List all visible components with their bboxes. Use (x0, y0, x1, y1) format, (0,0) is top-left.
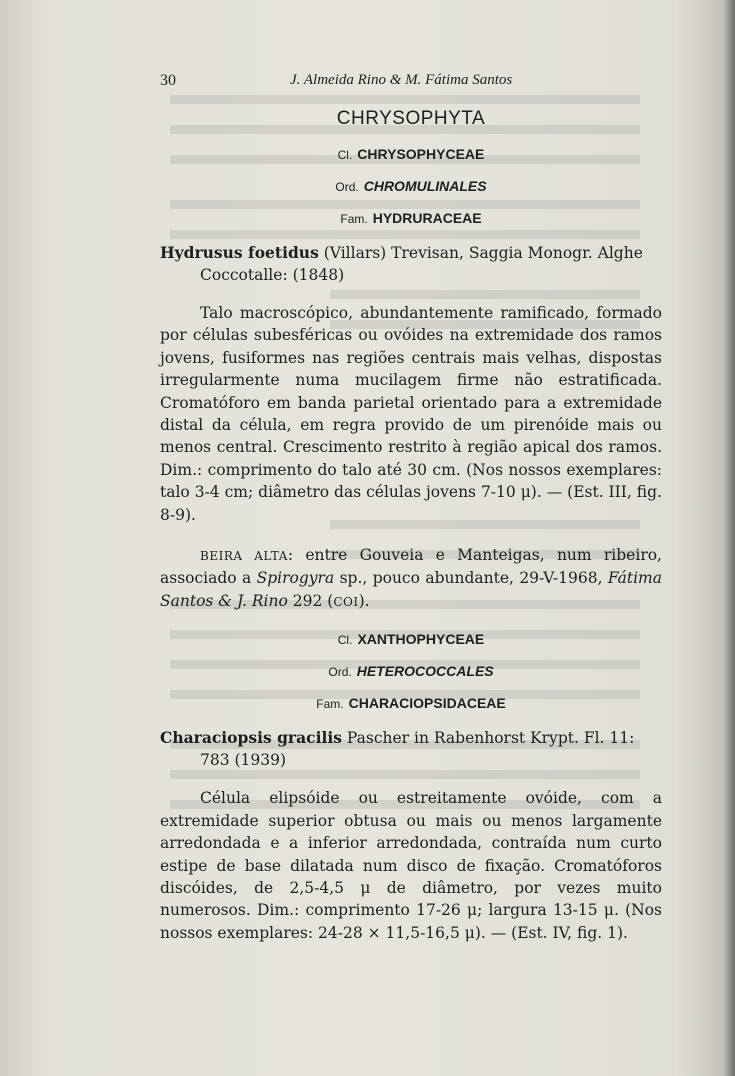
order-heading (160, 178, 662, 196)
class-name: XANTHOPHYCEAE (357, 631, 485, 648)
page-number: 30 (160, 72, 176, 89)
page-edge-shadow (723, 0, 735, 1076)
taxon-description: Talo macroscópico, abundantemente ramificado, formado por células subesféricas ou ovóides na extremidade dos ramos jovens, fusiformes nas regiões centrais mais velhas, dispostas irregularmente numa mucilagem firme não estratificada. Cromatóforo em banda parietal orientado para a extremidade distal da célula, em regra provido de um pirenóide mais ou menos central. Crescimento restrito à região apical dos ramos. Dim.: comprimento do talo até 30 cm. (Nos nossos exemplares: talo 3-4 cm; diâmetro das células jovens 7-10 μ). — (Est. III, fig. 8-9). (160, 304, 662, 524)
division-heading: CHRYSOPHYTA (336, 108, 486, 129)
family-name: CHARACIOPSIDACEAE (348, 695, 506, 712)
class-name: CHRYSOPHYCEAE (357, 146, 485, 162)
locality-collectors: Fátima Santos & J. Rino (160, 569, 662, 610)
locality-record (160, 544, 662, 613)
order-name: HETEROCOCCALES (356, 663, 494, 680)
locality-number: 292 ( (287, 591, 334, 610)
order-abbr: Ord. (335, 180, 359, 194)
taxon-entry (160, 242, 662, 286)
locality-herbarium: COI (333, 594, 359, 609)
locality-region: BEIRA ALTA (200, 549, 288, 564)
taxon-name: Characiopsis gracilis (160, 728, 342, 748)
page-content (160, 108, 662, 962)
taxon-citation: 783 (1939) (200, 751, 287, 770)
family-heading (160, 695, 662, 713)
locality-text: : entre Gouveia e Manteigas, num ribeiro, associado a (160, 546, 662, 588)
class-abbr: Cl. (337, 148, 353, 162)
taxon-author: (Villars) Trevisan, Saggia Monogr. Alghe (323, 244, 643, 262)
family-heading (160, 210, 662, 228)
locality-genus: Spirogyra (256, 569, 335, 588)
order-name: CHROMULINALES (363, 178, 487, 194)
order-abbr: Ord. (328, 665, 352, 680)
taxon-description: Célula elipsóide ou estreitamente ovóide, com a extremidade superior obtusa ou mais ou menos largamente arredondada e a inferior arredondada, contraída num curto estipe de base dilatada num disco de fixação. Cromatóforos discóides, de 2,5-4,5 μ de diâmetro, por vezes muito numerosos. Dim.: comprimento 17-26 μ; largura 13-15 μ. (Nos nossos exemplares: 24-28 × 11,5-16,5 μ). — (Est. IV, fig. 1). (160, 789, 662, 942)
order-heading (160, 663, 662, 681)
locality-text: sp., pouco abundante, 29-V-1968, (334, 569, 608, 588)
taxon-citation: Coccotalle: (1848) (200, 266, 345, 284)
locality-end: ). (358, 591, 370, 610)
taxon-author: Pascher in Rabenhorst Krypt. Fl. 11: (346, 729, 635, 748)
class-heading (160, 146, 662, 164)
family-abbr: Fam. (340, 212, 368, 226)
class-heading (160, 631, 662, 649)
taxon-entry (160, 727, 662, 771)
running-head: J. Almeida Rino & M. Fátima Santos (290, 72, 513, 88)
page-header (160, 72, 660, 96)
taxon-name: Hydrusus foetidus (160, 243, 319, 262)
class-abbr: Cl. (337, 633, 353, 648)
family-name: HYDRURACEAE (372, 210, 482, 226)
family-abbr: Fam. (316, 697, 344, 712)
